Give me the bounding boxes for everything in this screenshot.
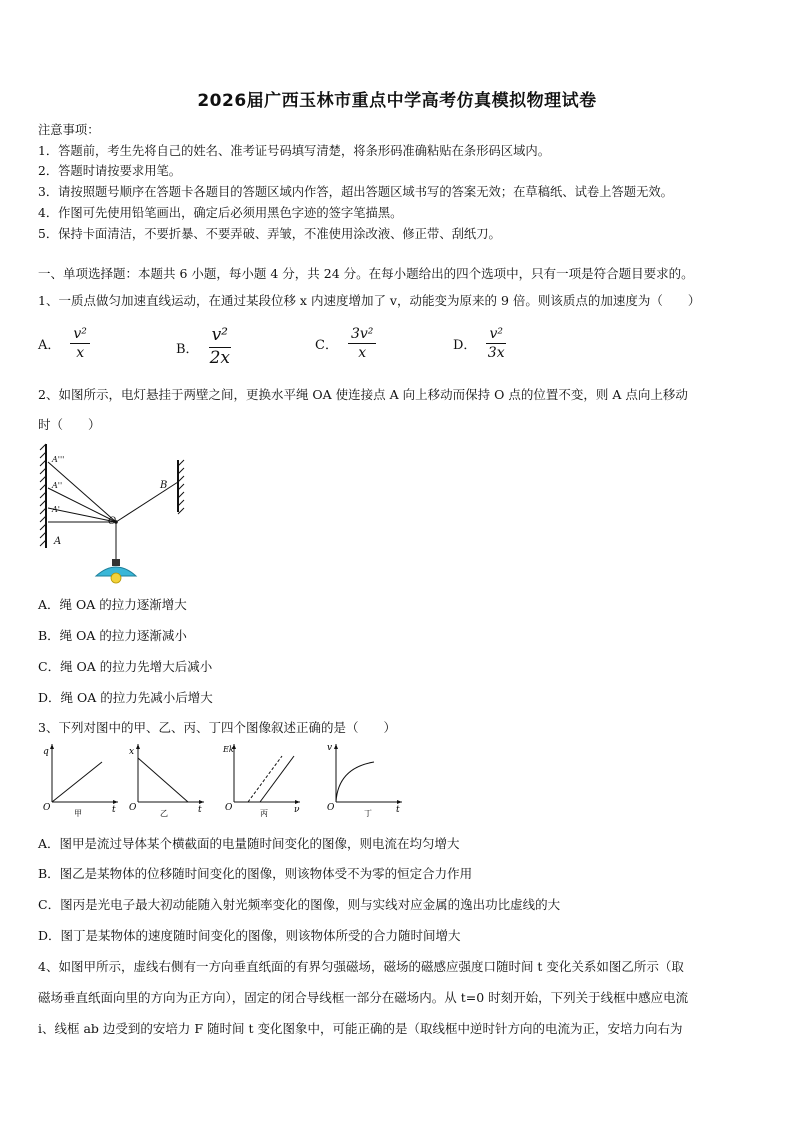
y-axis-label: Ek [223,745,234,754]
question-2-stem: 2、如图所示，电灯悬挂于两壁之间，更换水平绳 OA 使连接点 A 向上移动而保持 O 点的位置不变，则 A 点向上移动 [38,387,688,402]
notice-item: 3．请按照题号顺序在答题卡各题目的答题区域内作答，超出答题区域书写的答案无效；在草稿纸、试卷上答题无效。 [38,185,673,199]
numerator: v² [70,326,90,344]
origin-label: O [129,803,137,813]
x-axis-label: t [112,805,116,815]
label-a: A [54,536,62,547]
graph-caption: 丁 [364,809,372,818]
fraction [209,326,231,368]
option-label: B． [176,341,199,357]
q1-option-b [176,326,231,368]
x-axis-label: ν [294,805,300,815]
q3-option-c: C．图丙是光电子最大初动能随入射光频率变化的图像，则与实线对应金属的逸出功比虚线的大 [38,897,561,912]
q3-option-a: A．图甲是流过导体某个横截面的电量随时间变化的图像，则电流在均匀增大 [38,836,460,851]
notice-heading: 注意事项： [38,123,100,137]
question-2-stem-cont: 时（ ） [38,417,101,432]
denominator: x [76,345,85,362]
q2-option-b: B．绳 OA 的拉力逐渐减小 [38,628,187,643]
ropes [48,462,178,560]
fraction [486,326,506,361]
q1-option-d [453,326,506,361]
origin-label: O [225,803,233,813]
q1-option-c [315,326,376,361]
label-a1: A' [52,505,60,514]
y-axis-label: x [129,747,135,757]
graph-line [52,762,102,802]
origin-label: O [327,803,335,813]
graph-caption: 甲 [74,809,82,818]
question-4-stem-cont: i、线框 ab 边受到的安培力 F 随时间 t 变化图象中，可能正确的是（取线框中逆时针方向的电流为正，安培力向右为 [38,1021,683,1036]
notice-item: 4．作图可先使用铅笔画出，确定后必须用黑色字迹的签字笔描黑。 [38,206,403,220]
notice-item: 1．答题前，考生先将自己的姓名、准考证号码填写清楚，将条形码准确粘贴在条形码区域内。 [38,144,550,158]
x-axis-label: t [396,805,400,815]
page-title: 2026届广西玉林市重点中学高考仿真模拟物理试卷 [197,91,597,111]
q2-option-d: D．绳 OA 的拉力先减小后增大 [38,690,213,705]
graph-ding [324,740,404,820]
option-label: C． [315,338,338,354]
q2-option-c: C．绳 OA 的拉力先增大后减小 [38,659,213,674]
denominator: 3x [487,345,505,362]
lamp-bulb-icon [111,573,121,583]
x-axis-label: t [198,805,202,815]
graph-yi [126,740,206,820]
fraction [70,326,90,361]
graph-curve [336,762,374,802]
graph-caption: 丙 [260,809,268,818]
lamp-rope-diagram [38,440,198,590]
numerator: v² [209,326,231,348]
label-o: O [108,516,117,527]
label-b: B [160,480,168,491]
numerator: v² [486,326,506,344]
q3-option-b: B．图乙是某物体的位移随时间变化的图像，则该物体受不为零的恒定合力作用 [38,866,473,881]
notice-item: 2．答题时请按要求用笔。 [38,164,182,178]
section-heading: 一、单项选择题：本题共 6 小题，每小题 4 分，共 24 分。在每小题给出的四个选项中，只有一项是符合题目要求的。 [38,266,694,281]
graph-caption: 乙 [160,809,168,818]
q2-option-a: A．绳 OA 的拉力逐渐增大 [38,597,187,612]
question-4-stem-cont: 磁场垂直纸面向里的方向为正方向），固定的闭合导线框一部分在磁场内。从 t=0 时刻开始，下列关于线框中感应电流 [38,990,689,1005]
graph-bing [222,740,302,820]
numerator: 3v² [348,326,376,344]
label-a3: A''' [52,455,65,464]
solid-line [260,756,294,802]
origin-label: O [43,803,51,813]
question-3-stem: 3、下列对图中的甲、乙、丙、丁四个图像叙述正确的是（ ） [38,720,396,735]
fraction [348,326,376,361]
label-a2: A'' [52,481,63,490]
notice-item: 5．保持卡面清洁，不要折暴、不要弄破、弄皱，不准使用涂改液、修正带、刮纸刀。 [38,227,501,241]
denominator: x [358,345,367,362]
option-label: A． [38,338,61,354]
denominator: 2x [209,347,230,368]
graph-line [138,758,188,802]
y-axis-label: q [43,747,49,757]
question-4-stem: 4、如图甲所示，虚线右侧有一方向垂直纸面的有界匀强磁场，磁场的磁感应强度口随时间 t 变化关系如图乙所示（取 [38,959,684,974]
question-1-stem: 1、一质点做匀加速直线运动，在通过某段位移 x 内速度增加了 v，动能变为原来的 9 倍。则该质点的加速度为（ ） [38,293,701,308]
y-axis-label: v [327,743,333,753]
q3-option-d: D．图丁是某物体的速度随时间变化的图像，则该物体所受的合力随时间增大 [38,928,461,943]
q1-option-a [38,326,90,361]
graph-jia [40,740,120,820]
lamp-socket [112,559,120,566]
option-label: D． [453,338,477,354]
